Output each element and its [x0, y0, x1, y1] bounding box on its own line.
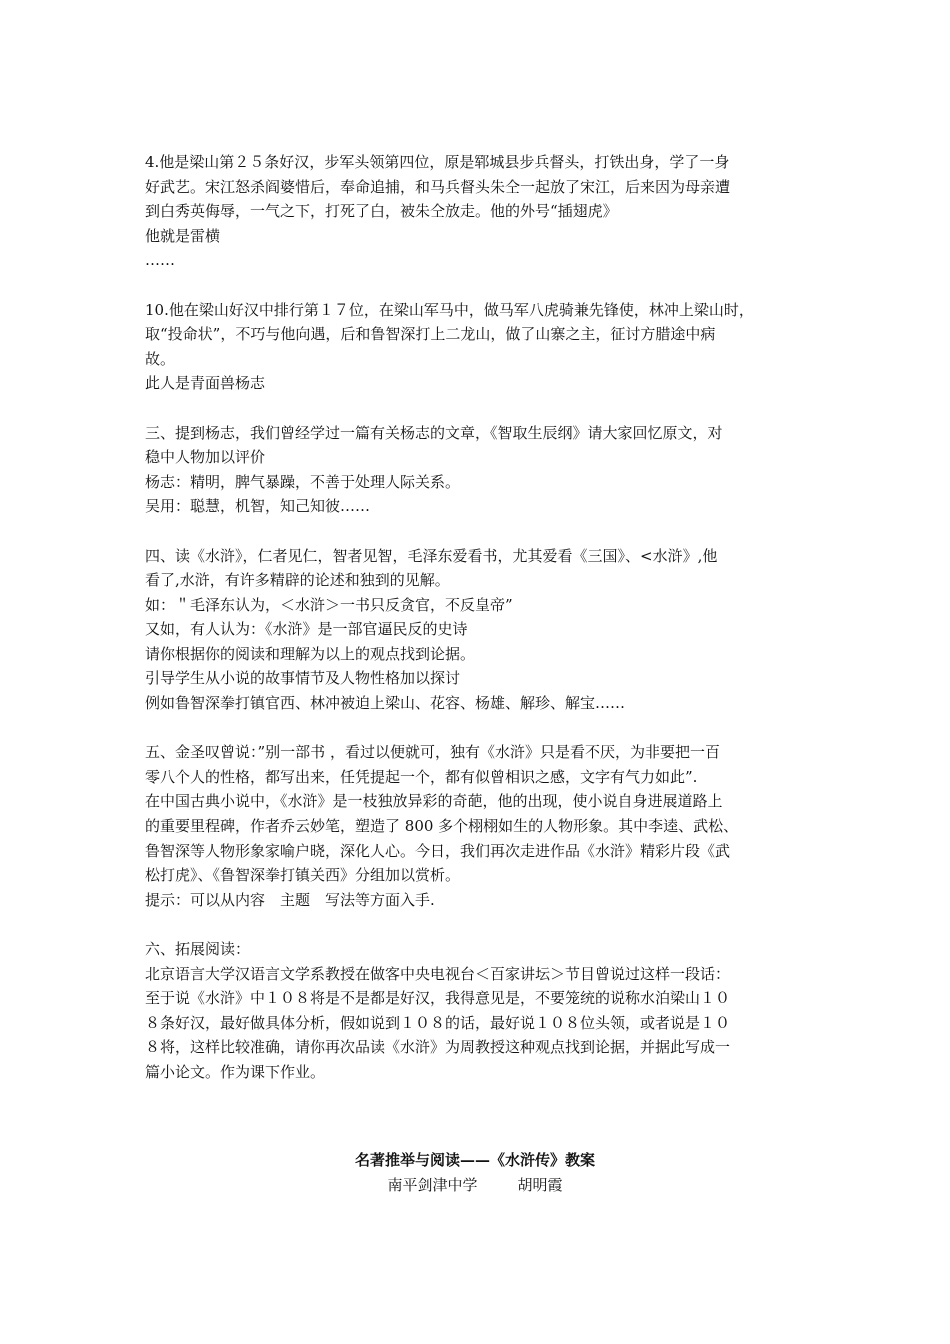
- spacer: [145, 396, 815, 421]
- author-line: [0, 1173, 950, 1198]
- lesson-plan-heading: [0, 1148, 950, 1197]
- section-3: [145, 421, 815, 519]
- paragraph-line: 在中国古典小说中，《水浒》是一枝独放异彩的奇葩，他的出现，使小说自身进展道路上: [145, 792, 723, 811]
- question-10: [145, 298, 815, 396]
- paragraph-line: 请你根据你的阅读和理解为以上的观点找到论据。: [145, 644, 476, 663]
- paragraph-line: 4.他是梁山第２５条好汉，步军头领第四位，原是郓城县步兵督头，打铁出身，学了一身: [145, 153, 730, 171]
- teacher-name: 胡明霞: [517, 1175, 563, 1194]
- spacer: [145, 716, 815, 741]
- paragraph-line: 北京语言大学汉语言文学系教授在做客中央电视台＜百家讲坛＞节目曾说过这样一段话：: [145, 964, 731, 983]
- paragraph-line: 至于说《水浒》中１０８将是不是都是好汉，我得意见是，不要笼统的说称水泊梁山１０: [145, 989, 731, 1008]
- paragraph-line: 好武艺。宋江怒杀阎婆惜后，奉命追捕，和马兵督头朱仝一起放了宋江，后来因为母亲遭: [145, 177, 731, 196]
- document-body: [145, 150, 815, 1085]
- spacer: [145, 912, 815, 937]
- paragraph-line: 松打虎》、《鲁智深拳打镇关西》分组加以赏析。: [145, 866, 461, 885]
- section-4: [145, 544, 815, 716]
- school-name: 南平剑津中学: [387, 1175, 478, 1194]
- paragraph-line: 六、拓展阅读：: [145, 940, 251, 958]
- answer-line: 此人是青面兽杨志: [145, 374, 266, 393]
- spacer: [145, 273, 815, 298]
- paragraph-line: 又如，有人认为：《水浒》是一部官逼民反的史诗: [145, 620, 468, 639]
- paragraph-line: 篇小论文。作为课下作业。: [145, 1062, 326, 1081]
- section-5: [145, 740, 815, 912]
- ellipsis-line: ……: [145, 251, 175, 270]
- paragraph-line: 提示：可以从内容 主题 写法等方面入手.: [145, 890, 435, 909]
- paragraph-line: 引导学生从小说的故事情节及人物性格加以探讨: [145, 669, 461, 688]
- paragraph-line: 吴用：聪慧，机智，知己知彼……: [145, 497, 371, 516]
- paragraph-line: 鲁智深等人物形象家喻户晓，深化人心。今日，我们再次走进作品《水浒》精彩片段《武: [145, 841, 731, 860]
- paragraph-line: 的重要里程碑，作者乔云妙笔，塑造了 800 多个栩栩如生的人物形象。其中李逵、武松、: [145, 817, 739, 836]
- paragraph-line: ８将，这样比较准确，请你再次品读《水浒》为周教授这种观点找到论据，并据此写成一: [145, 1038, 731, 1057]
- lesson-title: 名著推举与阅读——《水浒传》教案: [354, 1151, 595, 1169]
- paragraph-line: 10.他在梁山好汉中排行第１７位，在梁山军马中，做马军八虎骑兼先锋使，林冲上梁山时，: [145, 300, 754, 319]
- paragraph-line: 四、读《水浒》，仁者见仁，智者见智，毛泽东爱看书，尤其爱看《三国》、<水浒》,他: [145, 546, 718, 565]
- paragraph-line: 取“投命状”，不巧与他向遇，后和鲁智深打上二龙山，做了山寨之主，征讨方腊途中病: [145, 325, 716, 344]
- paragraph-line: 例如鲁智深拳打镇官西、林冲被迫上梁山、花容、杨雄、解珍、解宝……: [145, 694, 626, 713]
- spacer: [145, 519, 815, 544]
- paragraph-line: 五、金圣叹曾说：”别一部书 ，看过以便就可，独有《水浒》只是看不厌，为非要把一百: [145, 743, 720, 762]
- paragraph-line: 故。: [145, 349, 176, 368]
- paragraph-line: 看了,水浒，有许多精辟的论述和独到的见解。: [145, 571, 450, 590]
- paragraph-line: 如：＂毛泽东认为，＜水浒＞一书只反贪官，不反皇帝”: [145, 595, 513, 614]
- paragraph-line: 三、提到杨志，我们曾经学过一篇有关杨志的文章，《智取生辰纲》请大家回忆原文，对: [145, 423, 723, 442]
- paragraph-line: ８条好汉，最好做具体分析，假如说到１０８的话，最好说１０８位头领，或者说是１０: [145, 1013, 731, 1032]
- paragraph-line: 稳中人物加以评价: [145, 448, 266, 467]
- paragraph-line: 到白秀英侮辱，一气之下，打死了白，被朱仝放走。他的外号“插翅虎》: [145, 202, 618, 221]
- section-6: [145, 937, 815, 1085]
- paragraph-line: 杨志：精明，脾气暴躁，不善于处理人际关系。: [145, 472, 461, 491]
- answer-line: 他就是雷横: [145, 226, 221, 245]
- paragraph-line: 零八个人的性格，都写出来，任凭提起一个，都有似曾相识之感，文字有气力如此”.: [145, 767, 698, 786]
- question-4: [145, 150, 815, 273]
